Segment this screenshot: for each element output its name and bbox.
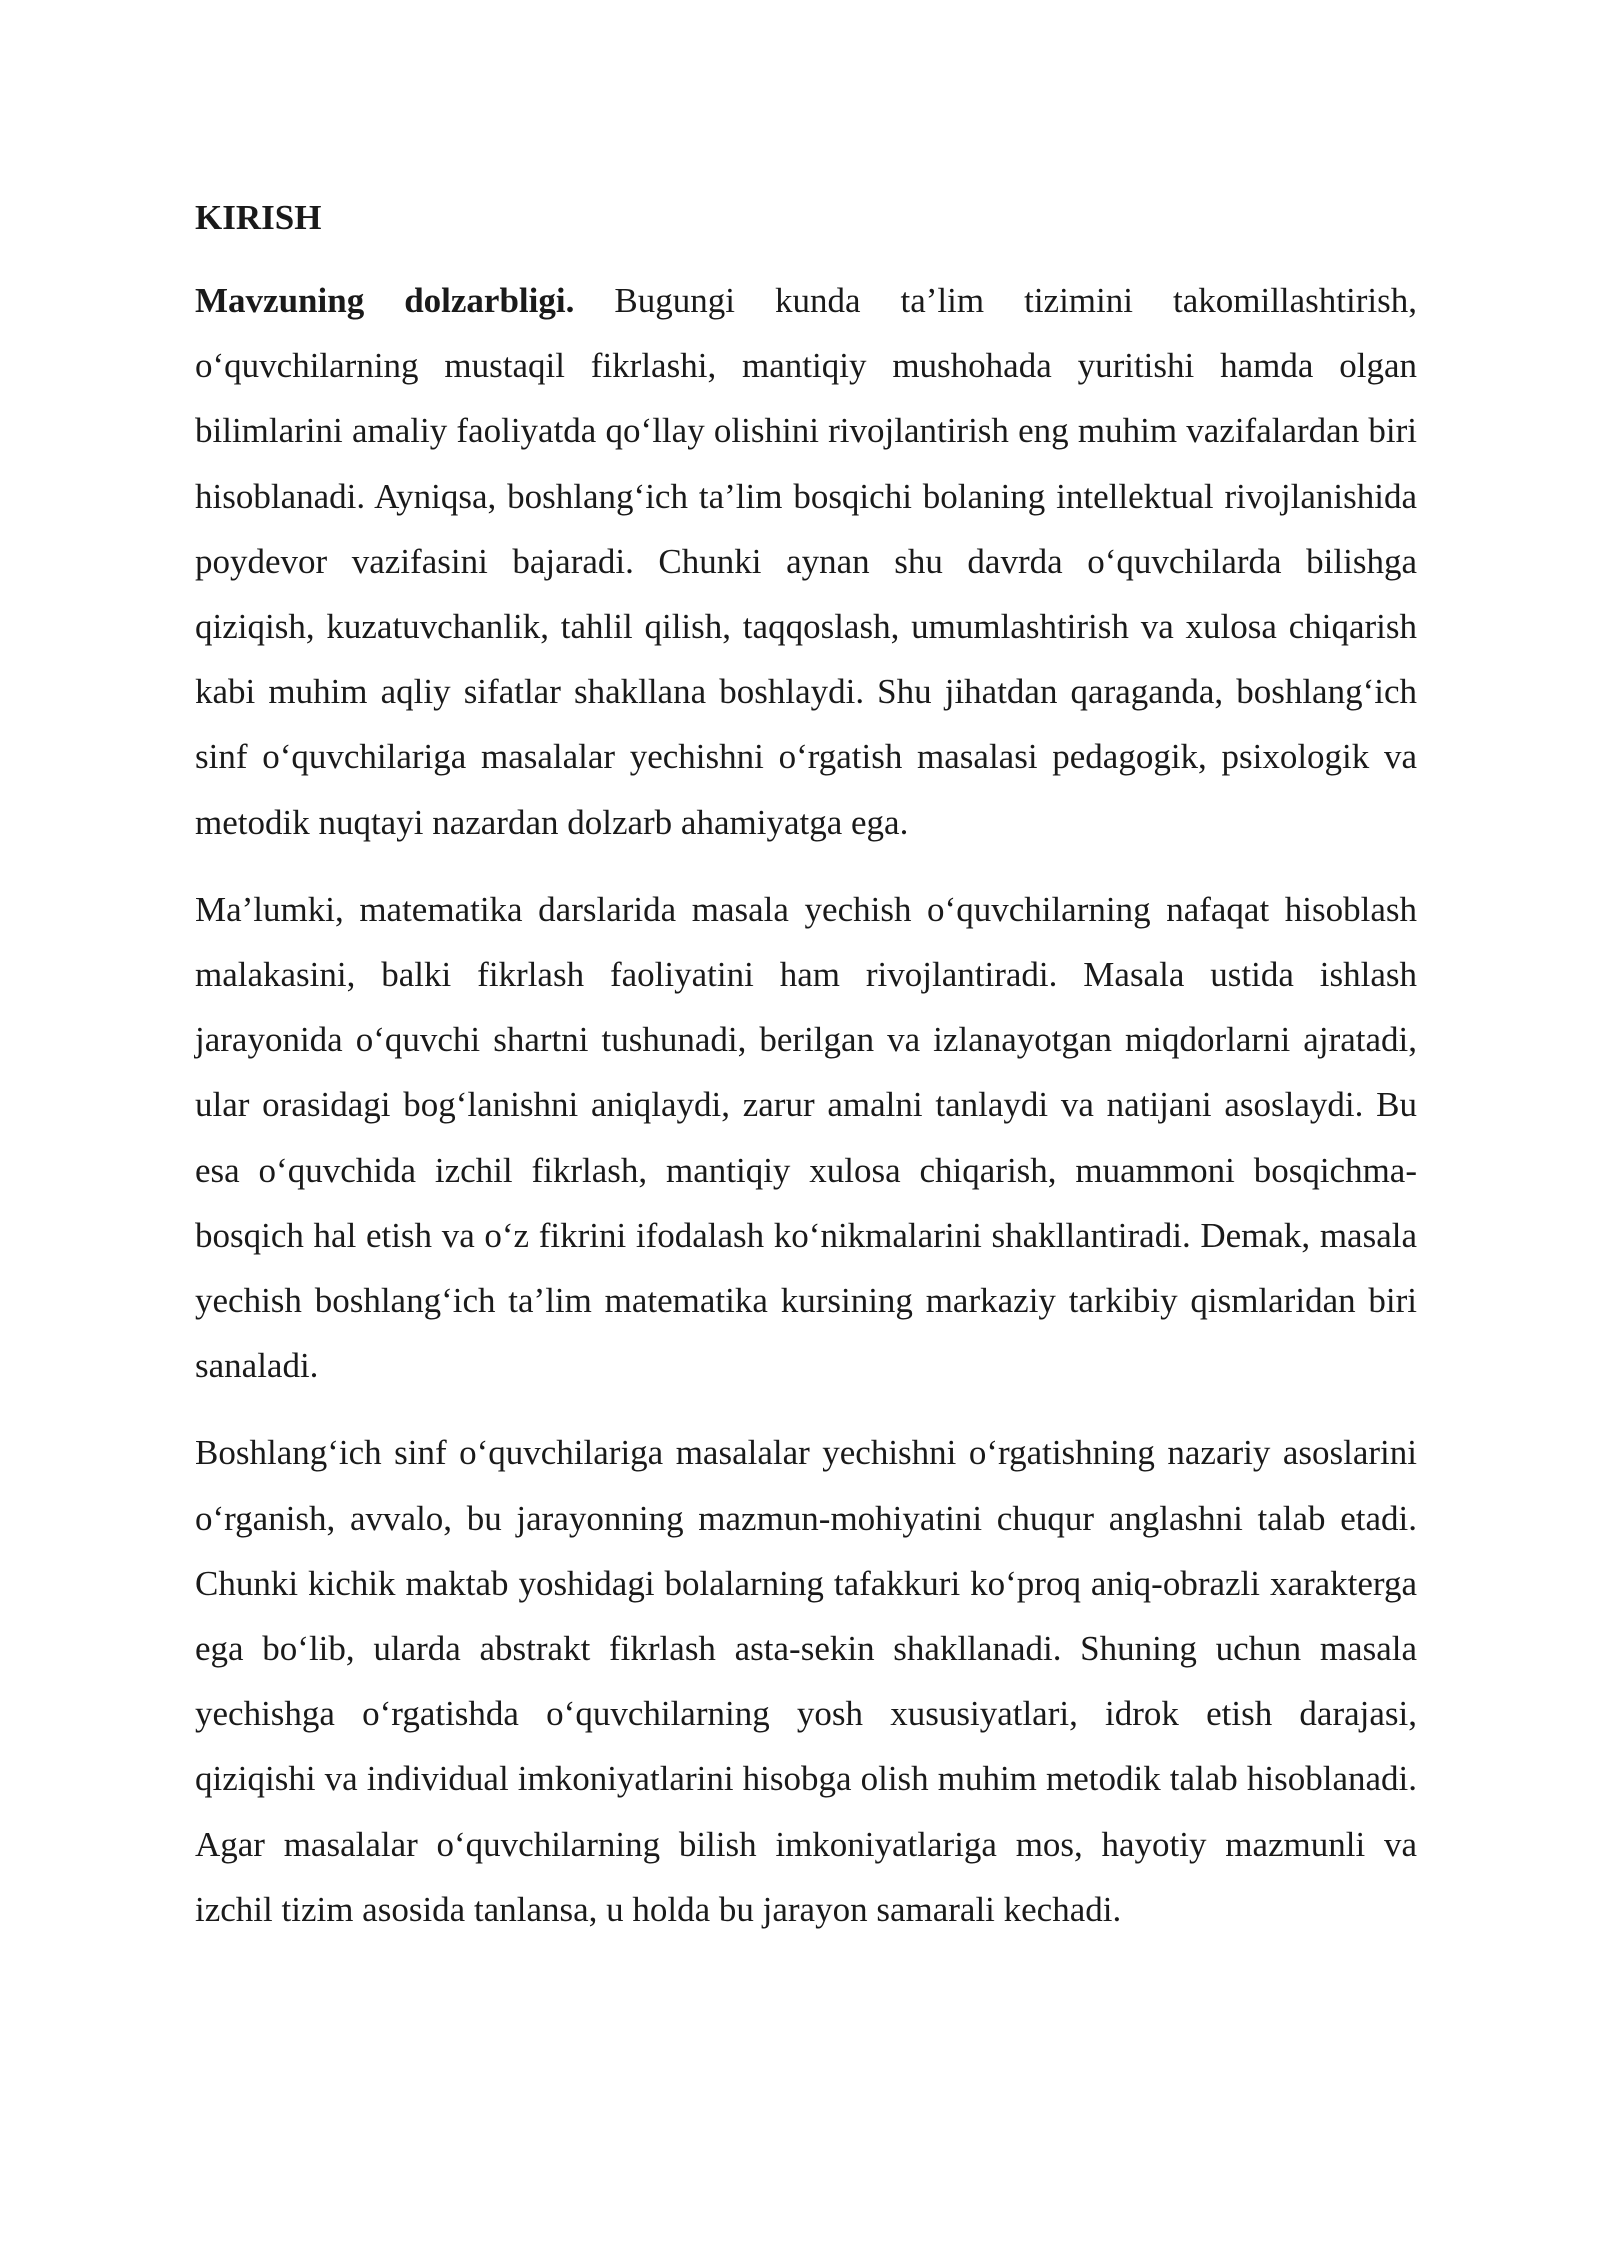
section-heading: KIRISH	[195, 198, 322, 237]
paragraph-theoretical-basis	[195, 1420, 1417, 1942]
paragraph-text: Boshlang‘ich sinf o‘quvchilariga masalalar yechishni o‘rgatishning nazariy asoslarini o‘rganish, avvalo, bu jarayonning mazmun-mohiyatini chuqur anglashni talab etadi. Chunki kichik maktab yoshidagi bolalarning tafakkuri ko‘proq aniq-obrazli xarakterga ega bo‘lib, ularda abstrakt fikrlash asta-sekin shakllanadi. Shuning uchun masala yechishga o‘rgatishda o‘quvchilarning yosh xususiyatlari, idrok etish darajasi, qiziqishi va individual imkoniyatlarini hisobga olish muhim metodik talab hisoblanadi. Agar masalalar o‘quvchilarning bilish imkoniyatlariga mos, hayotiy mazmunli va izchil tizim asosida tanlansa, u holda bu jarayon samarali kechadi.	[195, 1433, 1417, 1929]
paragraph-relevance	[195, 268, 1417, 855]
paragraph-lead: Mavzuning dolzarbligi.	[195, 281, 575, 320]
document-body	[195, 190, 1417, 1964]
paragraph-text: Bugungi kunda ta’lim tizimini takomillashtirish, o‘quvchilarning mustaqil fikrlashi, mantiqiy mushohada yuritishi hamda olgan bilimlarini amaliy faoliyatda qo‘llay olishini rivojlantirish eng muhim vazifalardan biri hisoblanadi. Ayniqsa, boshlang‘ich ta’lim bosqichi bolaning intellektual rivojlanishida poydevor vazifasini bajaradi. Chunki aynan shu davrda o‘quvchilarda bilishga qiziqish, kuzatuvchanlik, tahlil qilish, taqqoslash, umumlashtirish va xulosa chiqarish kabi muhim aqliy sifatlar shakllana boshlaydi. Shu jihatdan qaraganda, boshlang‘ich sinf o‘quvchilariga masalalar yechishni o‘rgatish masalasi pedagogik, psixologik va metodik nuqtayi nazardan dolzarb ahamiyatga ega.	[195, 281, 1418, 842]
paragraph-math-lessons	[195, 877, 1417, 1399]
paragraph-text: Ma’lumki, matematika darslarida masala yechish o‘quvchilarning nafaqat hisoblash malakasini, balki fikrlash faoliyatini ham rivojlantiradi. Masala ustida ishlash jarayonida o‘quvchi shartni tushunadi, berilgan va izlanayotgan miqdorlarni ajratadi, ular orasidagi bog‘lanishni aniqlaydi, zarur amalni tanlaydi va natijani asoslaydi. Bu esa o‘quvchida izchil fikrlash, mantiqiy xulosa chiqarish, muammoni bosqichma-bosqich hal etish va o‘z fikrini ifodalash ko‘nikmalarini shakllantiradi. Demak, masala yechish boshlang‘ich ta’lim matematika kursining markaziy tarkibiy qismlaridan biri sanaladi.	[195, 889, 1417, 1386]
